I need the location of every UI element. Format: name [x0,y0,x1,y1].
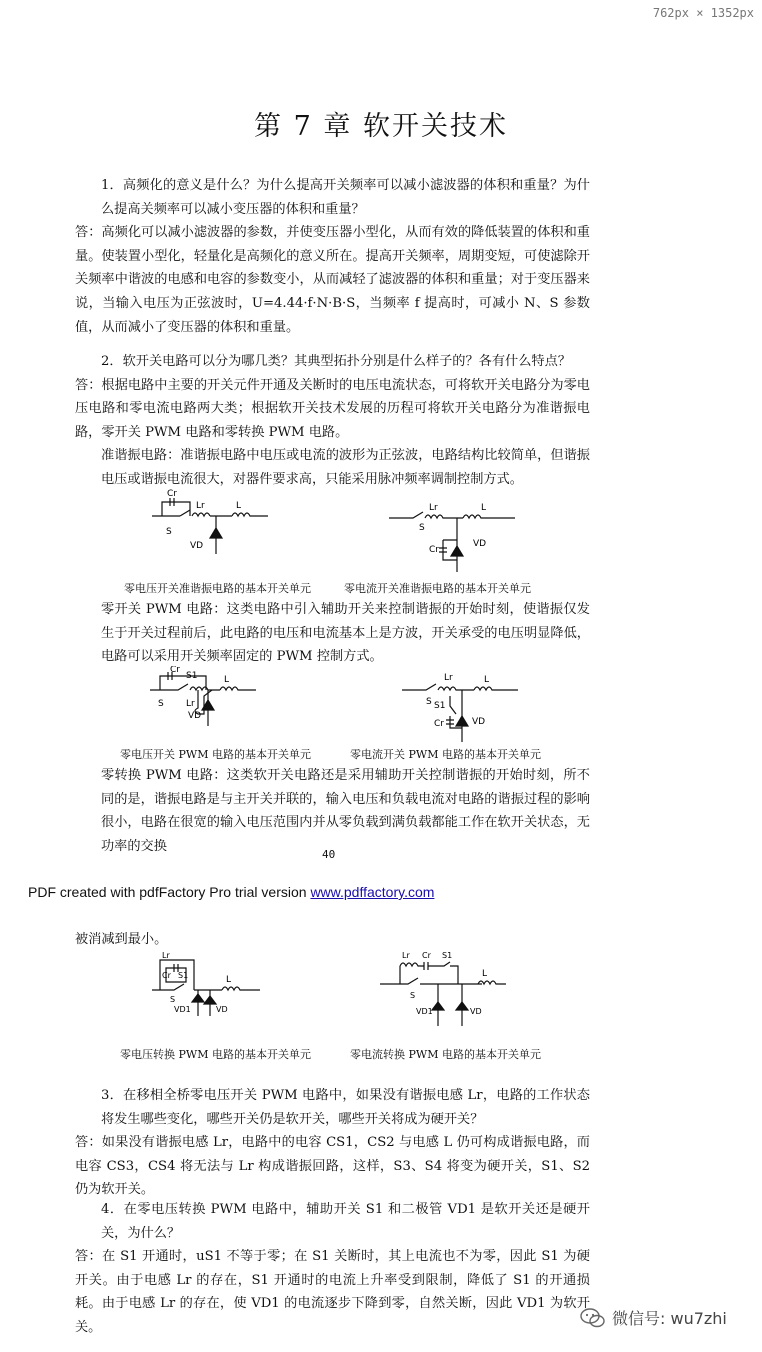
zct-pwm-vd1-label: VD1 [416,1007,433,1016]
zvs-pwm-l-label: L [224,675,230,685]
answer-3-text: 答：如果没有谐振电感 Lr，电路中的电容 CS1，CS2 与电感 L 仍可构成谐振电路，而电容 CS3，CS4 将无法与 Lr 构成谐振回路，这样，S3、S4 将变为硬开关，S1、S2 仍为软开关。 [75,1135,590,1198]
question-4-text: 4．在零电压转换 PWM 电路中，辅助开关 S1 和二极管 VD1 是软开关还是硬开关，为什么？ [101,1202,590,1241]
watermark-text: 微信号: wu7zhi [612,1309,727,1328]
footer-link[interactable]: www.pdffactory.com [310,884,435,900]
answer-1-text: 答：高频化可以减小滤波器的参数，并使变压器小型化，从而有效的降低装置的体积和重量。使装置小型化，轻量化是高频化的意义所在。提高开关频率，周期变短，可使滤除开关频率中谐波的电感和电容的参数变小，从而减轻了滤波器的体积和重量；对于变压器来说，当输入电压为正弦波时，U=4.44·f·N·B·S，当频率 f 提高时，可减小 N、S 参数值，从而减小了变压器的体积和重量。 [75,225,590,335]
zero-switch-pwm-block [75,598,590,669]
page-dimensions-label: 762px × 1352px [652,6,754,20]
caption-zct-pwm: 零电流转换 PWM 电路的基本开关单元 [350,1048,541,1061]
zct-pwm-lr-label: Lr [402,951,410,960]
caption-zcs-pwm: 零电流开关 PWM 电路的基本开关单元 [350,748,541,761]
quasi-resonant-paragraph: 准谐振电路：准谐振电路中电压或电流的波形为正弦波，电路结构比较简单，但谐振电压或谐振电流很大，对器件要求高，只能采用脉冲频率调制控制方式。 [101,448,590,487]
zvs-qr-s-label: S [166,527,172,537]
zvt-pwm-s1-label: S1 [178,971,189,980]
wechat-icon [580,1307,606,1329]
zvt-pwm-cr-label: Cr [162,971,171,980]
zcs-pwm-lr-label: Lr [444,673,453,683]
zvt-pwm-vd-label: VD [216,1005,228,1014]
zero-transition-pwm-block [75,764,590,858]
question-4-block [75,1198,590,1340]
chapter-title: 第 7 章 软开关技术 [254,111,508,142]
zvs-qr-l-label: L [236,501,242,511]
question-3-block [75,1084,590,1202]
zvs-qr-vd-label: VD [190,541,204,551]
zvt-pwm-circuit [150,952,270,1022]
question-2-text: 2．软开关电路可以分为哪几类？其典型拓扑分别是什么样子的？各有什么特点？ [101,354,571,369]
wechat-watermark [580,1306,727,1329]
zero-transition-pwm-paragraph: 零转换 PWM 电路：这类软开关电路还是采用辅助开关控制谐振的开始时刻，所不同的是，谐振电路是与主开关并联的，输入电压和负载电流对电路的谐振过程的影响很小，电路在很宽的输入电压范围内并从零负载到满负载都能工作在软开关状态，无功率的交换 [101,768,590,854]
pdf-footer [28,884,434,900]
caption-zcs-qr: 零电流开关准谐振电路的基本开关单元 [344,582,531,595]
zcs-pwm-s1-label: S1 [434,701,446,711]
zvt-pwm-vd1-label: VD1 [174,1005,191,1014]
zcs-pwm-vd-label: VD [472,717,486,727]
zct-pwm-s1-label: S1 [442,951,453,960]
zvs-qr-cr-label: Cr [167,489,177,499]
caption-zvt-pwm: 零电压转换 PWM 电路的基本开关单元 [120,1048,311,1061]
zero-switch-pwm-paragraph: 零开关 PWM 电路：这类电路中引入辅助开关来控制谐振的开始时刻，使谐振仅发生于开关过程前后，此电路的电压和电流基本上是方波，开关承受的电压明显降低，电路可以采用开关频率固定的 PWM 控制方式。 [101,602,590,665]
continued-text-block [75,928,590,952]
continued-text: 被消减到最小。 [75,932,168,947]
zvt-pwm-lr-label: Lr [162,952,170,960]
zcs-qr-l-label: L [481,503,487,513]
zvs-pwm-cr-label: Cr [170,666,180,675]
zcs-qr-s-label: S [419,523,425,533]
zcs-pwm-circuit [400,670,540,750]
question-1-block [75,174,590,339]
zct-pwm-vd-label: VD [470,1007,482,1016]
zvs-pwm-s-label: S [158,699,164,709]
footer-text: PDF created with pdfFactory Pro trial version [28,884,311,900]
zvs-qr-lr-label: Lr [196,501,205,511]
zvs-pwm-lr-label: Lr [186,699,195,709]
question-2-block [75,350,590,492]
zvs-qr-circuit [140,488,290,578]
zvs-pwm-circuit [140,666,290,750]
question-3-text: 3．在移相全桥零电压开关 PWM 电路中，如果没有谐振电感 Lr，电路的工作状态将发生哪些变化，哪些开关仍是软开关，哪些开关将成为硬开关？ [101,1088,590,1127]
zct-pwm-cr-label: Cr [422,951,431,960]
zct-pwm-circuit [378,950,508,1030]
answer-4-text: 答：在 S1 开通时，uS1 不等于零；在 S1 关断时，其上电流也不为零，因此 S1 为硬开关。由于电感 Lr 的存在，S1 开通时的电流上升率受到限制，降低了 S1 的开通损耗。由于电感 Lr 的存在，使 VD1 的电流逐步下降到零，自然关断，因此 VD1 为软开关。 [75,1249,590,1335]
zcs-qr-vd-label: VD [473,539,487,549]
zvt-pwm-s-label: S [170,995,176,1004]
page-number: 40 [322,848,336,861]
zcs-qr-lr-label: Lr [429,503,438,513]
caption-zvs-qr: 零电压开关准谐振电路的基本开关单元 [124,582,311,595]
zct-pwm-s-label: S [410,991,416,1000]
zvt-pwm-l-label: L [226,975,232,985]
zcs-pwm-s-label: S [426,697,432,707]
question-1-text: 1．高频化的意义是什么？为什么提高开关频率可以减小滤波器的体积和重量？为什么提高关频率可以减小变压器的体积和重量？ [101,178,590,217]
zcs-qr-cr-label: Cr [429,545,439,555]
zcs-qr-circuit [385,500,535,580]
zvs-pwm-vd-label: VD [188,711,202,721]
zcs-pwm-l-label: L [484,675,490,685]
zcs-pwm-cr-label: Cr [434,719,444,729]
zvs-pwm-s1-label: S1 [186,671,198,681]
caption-zvs-pwm: 零电压开关 PWM 电路的基本开关单元 [120,748,311,761]
answer-2-text: 答：根据电路中主要的开关元件开通及关断时的电压电流状态，可将软开关电路分为零电压电路和零电流电路两大类；根据软开关技术发展的历程可将软开关电路分为准谐振电路，零开关 PWM 电路和零转换 PWM 电路。 [75,377,590,440]
zct-pwm-l-label: L [482,969,488,979]
